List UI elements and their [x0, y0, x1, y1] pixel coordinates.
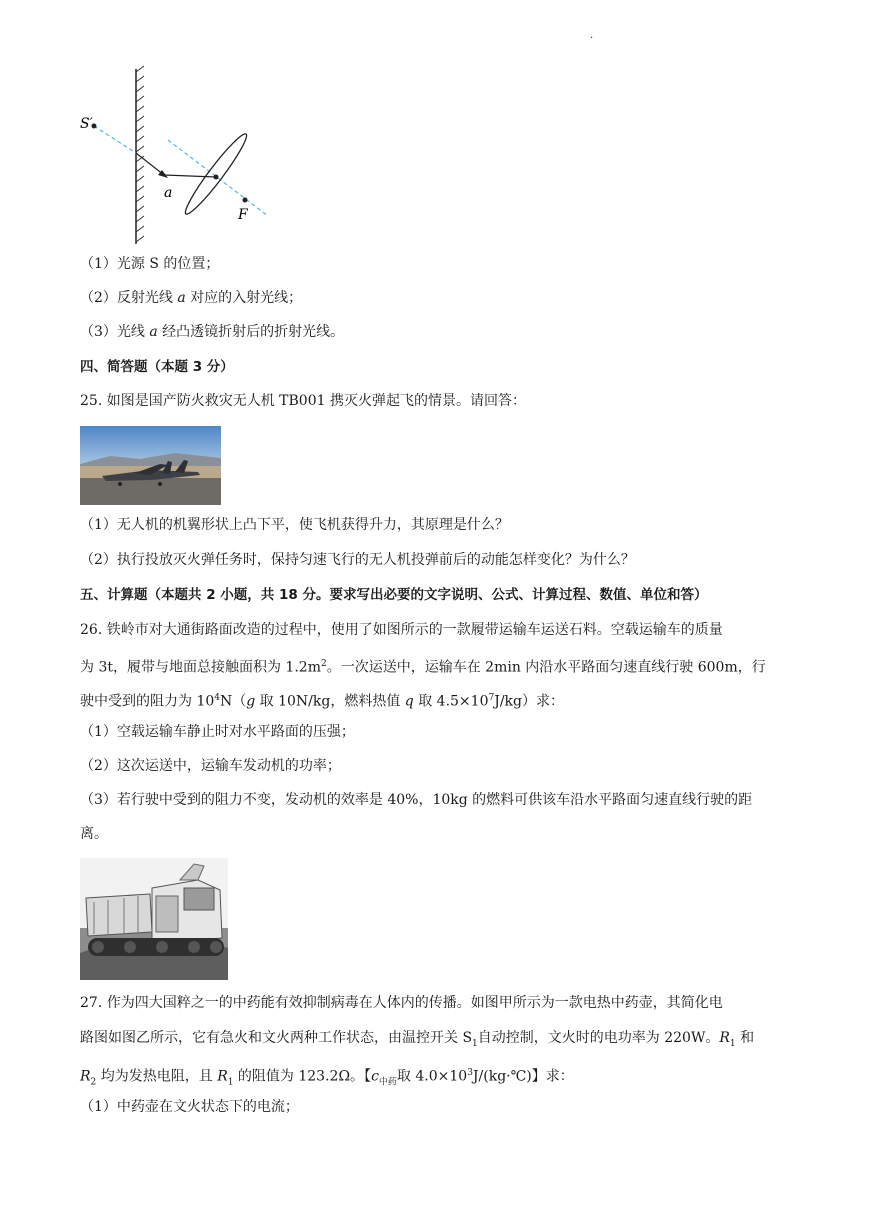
section5-title: 五、计算题（本题共 2 小题，共 18 分。要求写出必要的文字说明、公式、计算过程、数值、单位和答） [80, 587, 708, 603]
q24-part2: （2）反射光线 a 对应的入射光线； [80, 290, 303, 306]
convex-lens [180, 130, 251, 218]
q25-stem: 25. 如图是国产防火救灾无人机 TB001 携灭火弹起飞的情景。请回答： [80, 393, 526, 409]
q26-line3: 驶中受到的阻力为 $10^4N(g$ 取 10N/kg，燃料热值 q 取 $4.5\times 10^7J/kg$）求： [80, 693, 564, 710]
label-a: a [164, 185, 173, 201]
label-s-prime: S′ [80, 116, 93, 132]
q24-part1: （1）光源 S 的位置； [80, 256, 220, 272]
reflected-ray-a [136, 153, 164, 175]
q25-part2: （2）执行投放灭火弹任务时，保持匀速飞行的无人机投弹前后的动能怎样变化？为什么？ [80, 552, 635, 568]
optical-center [214, 175, 219, 180]
optics-diagram [78, 64, 273, 249]
tracked-truck-photo [80, 858, 228, 980]
q26-line2: 为 3t，履带与地面总接触面积为 $1.2m^2$。一次运送中，运输车在 2min 内沿水平路面匀速直线行驶 600m，行 [80, 659, 766, 676]
q27-line3: $R_2$ 均为发热电阻，且 $R_1$ 的阻值为 123.2Ω。【$c_{中药}$取 $4.0\times 10^3J/(kg\cdot℃)$】求： [80, 1068, 574, 1088]
q26-part1: （1）空载运输车静止时对水平路面的压强； [80, 724, 355, 740]
label-f: F [238, 207, 248, 223]
q26-part3-line2: 离。 [80, 826, 108, 842]
section4-title: 四、简答题（本题 3 分） [80, 359, 234, 375]
q25-part1: （1）无人机的机翼形状上凸下平，使飞机获得升力，其原理是什么？ [80, 517, 509, 533]
drone-photo [80, 426, 221, 505]
q27-line1: 27. 作为四大国粹之一的中药能有效抑制病毒在人体内的传播。如图甲所示为一款电热中药壶，其简化电 [80, 995, 723, 1011]
q27-part1: （1）中药壶在文火状态下的电流； [80, 1099, 299, 1115]
q26-part2: （2）这次运送中，运输车发动机的功率； [80, 758, 341, 774]
page-mark: . [590, 30, 594, 41]
q24-part3: （3）光线 a 经凸透镜折射后的折射光线。 [80, 324, 345, 340]
virtual-ray-line [94, 126, 136, 153]
q26-part3-line1: （3）若行驶中受到的阻力不变，发动机的效率是 40%，10kg 的燃料可供该车沿水平路面匀速直线行驶的距 [80, 792, 753, 808]
q26-line1: 26. 铁岭市对大通街路面改造的过程中，使用了如图所示的一款履带运输车运送石料。空载运输车的质量 [80, 622, 723, 638]
q27-line2: 路图如图乙所示，它有急火和文火两种工作状态，由温控开关 $S_1$自动控制，文火时的电功率为 220W。$R_1$ 和 [80, 1030, 755, 1049]
focal-point-f [243, 198, 248, 203]
